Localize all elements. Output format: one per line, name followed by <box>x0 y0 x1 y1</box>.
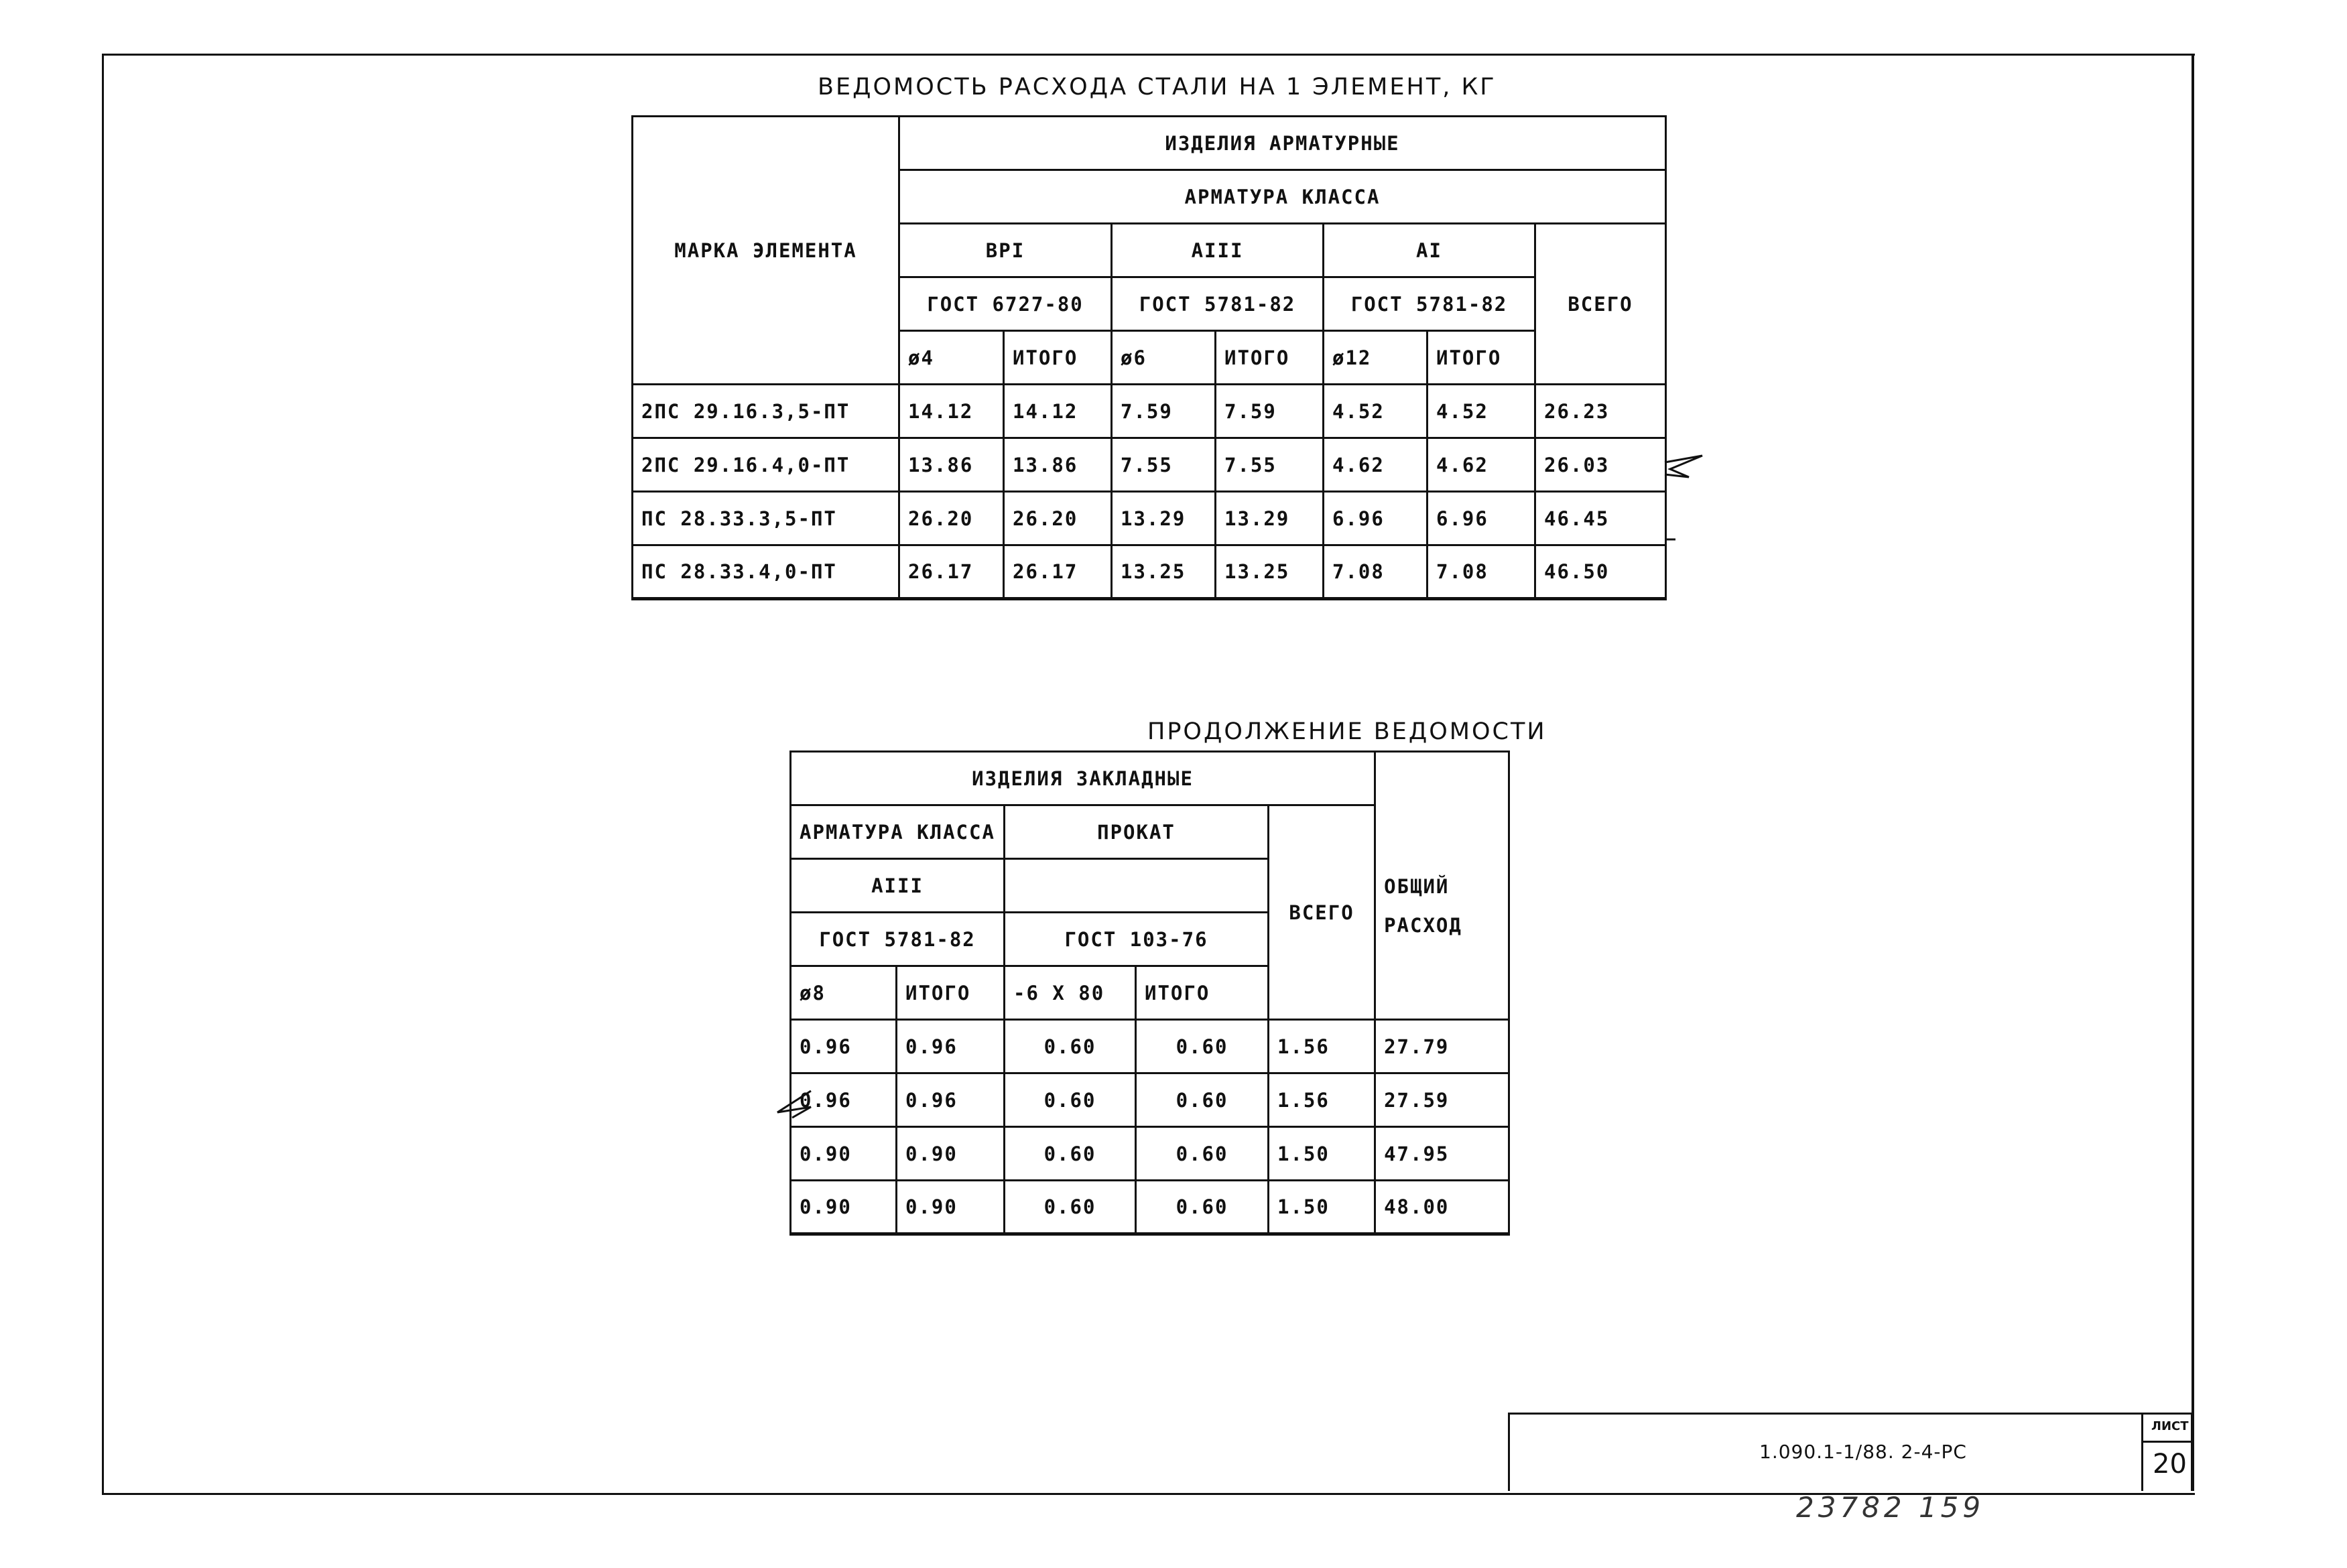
sheet-label: ЛИСТ <box>2151 1419 2189 1433</box>
header-class-vr1: ВРI <box>899 224 1112 277</box>
cell-total: 46.45 <box>1535 492 1666 545</box>
break-mark-left <box>777 1091 811 1118</box>
cell-value: 4.52 <box>1324 385 1428 438</box>
header-total: ВСЕГО <box>1535 224 1666 385</box>
cell-value: 26.20 <box>899 492 1004 545</box>
header-diameter-4: ø4 <box>899 331 1004 385</box>
cell-value: 0.60 <box>1136 1073 1269 1127</box>
header-profile: -6 X 80 <box>1005 966 1136 1020</box>
cell-value: 0.60 <box>1005 1020 1136 1073</box>
cell-value: 13.29 <box>1216 492 1324 545</box>
element-mark: 2ПС 29.16.4,0-ПТ <box>633 438 899 492</box>
cell-value: 7.55 <box>1112 438 1216 492</box>
header-subtotal: ИТОГО <box>897 966 1005 1020</box>
cell-value: 6.96 <box>1428 492 1535 545</box>
header-element-mark: МАРКА ЭЛЕМЕНТА <box>633 117 899 385</box>
cell-value: 13.29 <box>1112 492 1216 545</box>
header-subtotal: ИТОГО <box>1136 966 1269 1020</box>
cell-value: 0.60 <box>1005 1127 1136 1181</box>
element-mark: 2ПС 29.16.3,5-ПТ <box>633 385 899 438</box>
cell-value: 0.60 <box>1136 1020 1269 1073</box>
cell-value: 7.08 <box>1428 545 1535 599</box>
cell-total: 1.50 <box>1269 1127 1375 1181</box>
header-subtotal: ИТОГО <box>1216 331 1324 385</box>
cell-value: 26.20 <box>1004 492 1112 545</box>
header-gost-rebar: ГОСТ 5781-82 <box>791 913 1005 966</box>
table2-title: ПРОДОЛЖЕНИЕ ВЕДОМОСТИ <box>1147 718 1547 745</box>
header-embedded-products: ИЗДЕЛИЯ ЗАКЛАДНЫЕ <box>791 752 1375 805</box>
header-reinforcement-class: АРМАТУРА КЛАССА <box>791 805 1005 859</box>
header-reinforcement-class: АРМАТУРА КЛАССА <box>899 170 1666 224</box>
cell-value: 0.96 <box>897 1073 1005 1127</box>
cell-total: 1.56 <box>1269 1073 1375 1127</box>
cell-value: 4.62 <box>1324 438 1428 492</box>
cell-total: 26.23 <box>1535 385 1666 438</box>
break-mark-right <box>1665 456 1702 477</box>
document-code: 1.090.1-1/88. 2-4-РС <box>1759 1441 1967 1463</box>
cell-value: 0.90 <box>897 1181 1005 1234</box>
cell-grand-total: 47.95 <box>1375 1127 1509 1181</box>
cell-value: 26.17 <box>1004 545 1112 599</box>
table1-title: ВЕДОМОСТЬ РАСХОДА СТАЛИ НА 1 ЭЛЕМЕНТ, КГ <box>818 74 1497 101</box>
cell-value: 13.86 <box>1004 438 1112 492</box>
cell-grand-total: 27.59 <box>1375 1073 1509 1127</box>
cell-value: 0.96 <box>791 1073 897 1127</box>
element-mark: ПС 28.33.3,5-ПТ <box>633 492 899 545</box>
header-subtotal: ИТОГО <box>1428 331 1535 385</box>
header-diameter-12: ø12 <box>1324 331 1428 385</box>
cell-value: 13.86 <box>899 438 1004 492</box>
cell-value: 0.90 <box>791 1181 897 1234</box>
header-gost-rolled: ГОСТ 103-76 <box>1005 913 1269 966</box>
cell-value: 13.25 <box>1216 545 1324 599</box>
cell-value: 13.25 <box>1112 545 1216 599</box>
sheet-number: 20 <box>2153 1449 2187 1480</box>
header-gost-a1: ГОСТ 5781-82 <box>1324 277 1535 331</box>
element-mark: ПС 28.33.4,0-ПТ <box>633 545 899 599</box>
cell-value: 6.96 <box>1324 492 1428 545</box>
header-diameter-6: ø6 <box>1112 331 1216 385</box>
cell-value: 0.60 <box>1136 1127 1269 1181</box>
cell-value: 0.96 <box>791 1020 897 1073</box>
header-grand-total-line2: РАСХОД <box>1384 913 1462 937</box>
cell-value: 14.12 <box>1004 385 1112 438</box>
cell-value: 7.59 <box>1112 385 1216 438</box>
header-grand-total-line1: ОБЩИЙ <box>1384 874 1450 898</box>
cell-grand-total: 48.00 <box>1375 1181 1509 1234</box>
cell-value: 0.96 <box>897 1020 1005 1073</box>
cell-value: 7.59 <box>1216 385 1324 438</box>
cell-value: 0.60 <box>1005 1073 1136 1127</box>
cell-value: 4.52 <box>1428 385 1535 438</box>
cell-total: 1.50 <box>1269 1181 1375 1234</box>
header-rolled-steel: ПРОКАТ <box>1005 805 1269 859</box>
cell-value: 0.60 <box>1136 1181 1269 1234</box>
sheet-cell-divider <box>2143 1441 2192 1443</box>
header-gost-a3: ГОСТ 5781-82 <box>1112 277 1324 331</box>
header-gost-vr1: ГОСТ 6727-80 <box>899 277 1112 331</box>
cell-value: 7.08 <box>1324 545 1428 599</box>
header-total: ВСЕГО <box>1269 805 1375 1020</box>
cell-total: 26.03 <box>1535 438 1666 492</box>
cell-value: 26.17 <box>899 545 1004 599</box>
header-subtotal: ИТОГО <box>1004 331 1112 385</box>
cell-value: 0.60 <box>1005 1181 1136 1234</box>
cell-value: 0.90 <box>791 1127 897 1181</box>
header-reinforcement-products: ИЗДЕЛИЯ АРМАТУРНЫЕ <box>899 117 1666 170</box>
cell-grand-total: 27.79 <box>1375 1020 1509 1073</box>
cell-value: 0.90 <box>897 1127 1005 1181</box>
cell-total: 46.50 <box>1535 545 1666 599</box>
cell-value: 14.12 <box>899 385 1004 438</box>
cell-value: 7.55 <box>1216 438 1324 492</box>
archive-number: 23782 159 <box>1796 1491 1985 1524</box>
title-block-divider <box>2141 1413 2143 1491</box>
cell-value: 4.62 <box>1428 438 1535 492</box>
header-class-a3: AIII <box>1112 224 1324 277</box>
header-class-a3: AIII <box>791 859 1005 913</box>
header-class-a1: AI <box>1324 224 1535 277</box>
cell-total: 1.56 <box>1269 1020 1375 1073</box>
header-diameter-8: ø8 <box>791 966 897 1020</box>
